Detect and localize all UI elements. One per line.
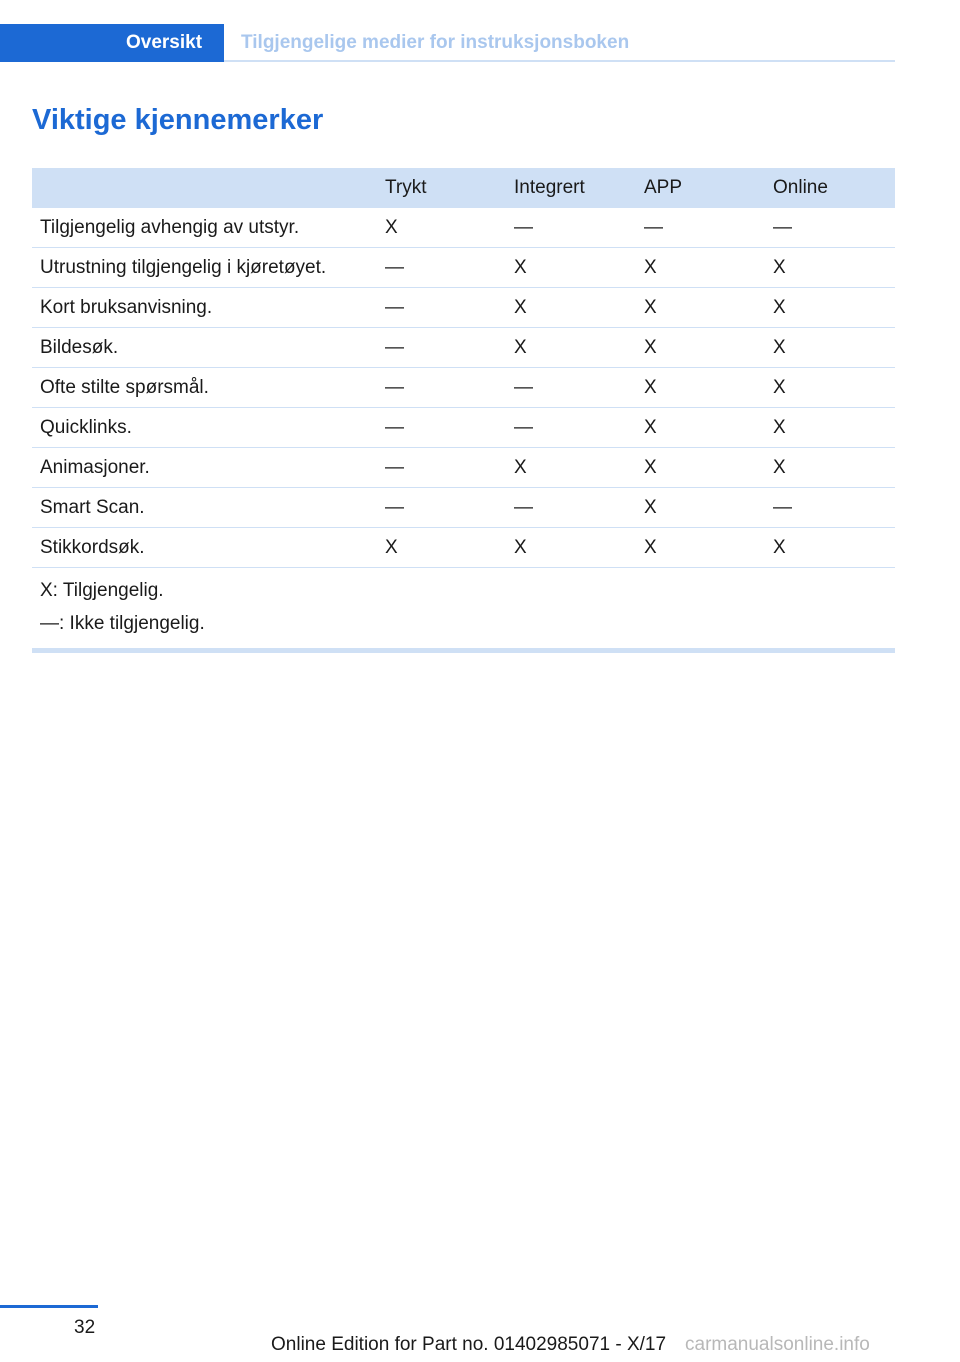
table-cell: — bbox=[377, 448, 506, 488]
table-cell: X bbox=[765, 528, 895, 568]
table-cell: X bbox=[765, 248, 895, 288]
media-availability-table bbox=[32, 168, 895, 653]
table-cell: X bbox=[636, 528, 765, 568]
table-cell: X bbox=[506, 328, 636, 368]
table-cell: — bbox=[506, 408, 636, 448]
table-cell: X bbox=[377, 528, 506, 568]
table-cell: X bbox=[636, 248, 765, 288]
table-cell: — bbox=[506, 368, 636, 408]
table-cell: — bbox=[506, 208, 636, 248]
table-cell: X bbox=[636, 288, 765, 328]
table-cell: X bbox=[765, 368, 895, 408]
row-label: Stikkordsøk. bbox=[32, 528, 377, 568]
column-header: APP bbox=[644, 177, 683, 198]
watermark: carmanualsonline.info bbox=[685, 1334, 870, 1355]
row-label: Quicklinks. bbox=[32, 408, 377, 448]
section-tab: Oversikt bbox=[0, 24, 224, 62]
table-row bbox=[32, 328, 895, 368]
table-cell: — bbox=[377, 288, 506, 328]
table-row bbox=[32, 368, 895, 408]
table-cell: X bbox=[765, 288, 895, 328]
column-header bbox=[32, 168, 377, 208]
table-cell: X bbox=[765, 328, 895, 368]
table bbox=[32, 168, 895, 568]
table-cell: — bbox=[377, 368, 506, 408]
row-label: Utrustning tilgjengelig i kjøretøyet. bbox=[32, 248, 377, 288]
table-cell: — bbox=[765, 488, 895, 528]
legend-available: X: Tilgjengelig. bbox=[40, 580, 164, 601]
table-row bbox=[32, 208, 895, 248]
table-cell: X bbox=[377, 208, 506, 248]
table-cell: X bbox=[506, 448, 636, 488]
footer-rule bbox=[0, 1305, 98, 1308]
table-cell: X bbox=[636, 368, 765, 408]
column-header: Integrert bbox=[514, 177, 585, 198]
legend-unavailable: —: Ikke tilgjengelig. bbox=[40, 613, 205, 634]
table-row bbox=[32, 248, 895, 288]
column-header: Online bbox=[773, 177, 828, 198]
table-row bbox=[32, 448, 895, 488]
table-legend bbox=[32, 568, 895, 653]
table-cell: — bbox=[377, 328, 506, 368]
column-header: Trykt bbox=[385, 177, 427, 198]
table-cell: — bbox=[506, 488, 636, 528]
row-label: Ofte stilte spørsmål. bbox=[32, 368, 377, 408]
table-row bbox=[32, 488, 895, 528]
row-label: Tilgjengelig avhengig av utstyr. bbox=[32, 208, 377, 248]
chapter-title: Tilgjengelige medier for instruksjonsboken bbox=[241, 32, 630, 53]
table-cell: X bbox=[506, 248, 636, 288]
page-number: 32 bbox=[74, 1317, 96, 1338]
table-cell: — bbox=[377, 248, 506, 288]
table-cell: — bbox=[636, 208, 765, 248]
edition-info: Online Edition for Part no. 01402985071 - X/17 bbox=[271, 1334, 667, 1355]
table-cell: X bbox=[506, 528, 636, 568]
table-cell: X bbox=[636, 448, 765, 488]
page-title: Viktige kjennemerker bbox=[32, 104, 324, 136]
table-row bbox=[32, 528, 895, 568]
table-cell: — bbox=[377, 408, 506, 448]
table-cell: X bbox=[636, 488, 765, 528]
row-label: Animasjoner. bbox=[32, 448, 377, 488]
table-cell: X bbox=[636, 408, 765, 448]
table-cell: — bbox=[765, 208, 895, 248]
table-cell: X bbox=[636, 328, 765, 368]
row-label: Smart Scan. bbox=[32, 488, 377, 528]
table-row bbox=[32, 408, 895, 448]
table-header-row bbox=[32, 168, 895, 208]
table-cell: — bbox=[377, 488, 506, 528]
table-cell: X bbox=[765, 448, 895, 488]
row-label: Bildesøk. bbox=[32, 328, 377, 368]
table-row bbox=[32, 288, 895, 328]
table-cell: X bbox=[765, 408, 895, 448]
row-label: Kort bruksanvisning. bbox=[32, 288, 377, 328]
table-cell: X bbox=[506, 288, 636, 328]
page-header bbox=[0, 24, 895, 62]
